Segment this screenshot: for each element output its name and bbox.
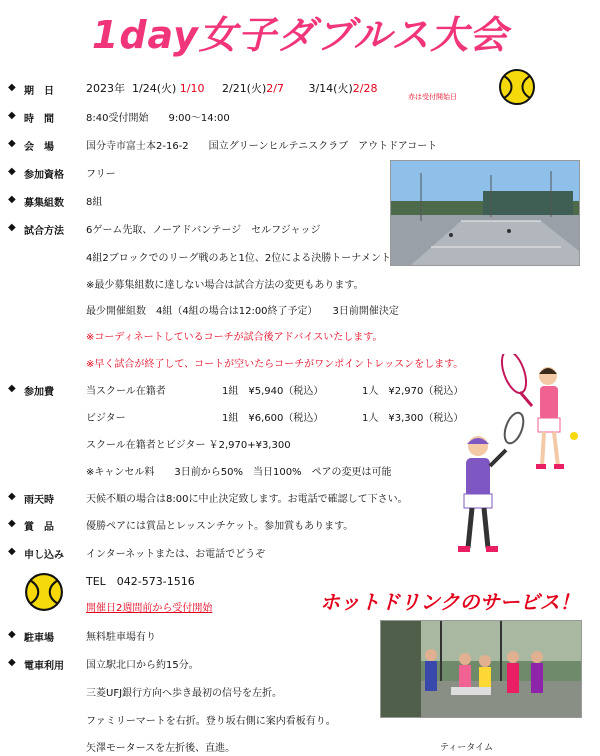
tea-time-photo bbox=[380, 620, 582, 718]
dates-label: 期 日 bbox=[24, 86, 54, 97]
bullet-icon: ◆ bbox=[8, 491, 16, 502]
bullet-icon: ◆ bbox=[8, 629, 16, 640]
format-red-line: ※コーディネートしているコーチが試合後アドバイスいたします。 bbox=[86, 332, 383, 343]
format-line: 最少開催組数 4組（4組の場合は12:00終了予定） 3日前開催決定 bbox=[86, 306, 399, 317]
format-line: ※最少募集組数に達しない場合は試合方法の変更もあります。 bbox=[86, 280, 364, 291]
parking-label: 駐車場 bbox=[24, 633, 54, 644]
fee-visitor-group: 1組 ¥6,600（税込） bbox=[222, 413, 324, 424]
date-3-open: 2/28 bbox=[352, 82, 378, 95]
bullet-icon: ◆ bbox=[8, 546, 16, 557]
bullet-icon: ◆ bbox=[8, 383, 16, 394]
date-1: 1/24(火) bbox=[132, 82, 177, 95]
apply-tel: TEL 042-573-1516 bbox=[86, 575, 195, 588]
fee-visitor-label: ビジター bbox=[86, 413, 126, 424]
fee-label: 参加費 bbox=[24, 387, 54, 398]
train-line: 国立駅北口から約15分。 bbox=[86, 660, 199, 671]
format-label: 試合方法 bbox=[24, 226, 64, 237]
apply-label: 申し込み bbox=[24, 550, 64, 561]
bullet-icon: ◆ bbox=[8, 518, 16, 529]
parking-value: 無料駐車場有り bbox=[86, 632, 156, 643]
prize-label: 賞 品 bbox=[24, 522, 54, 533]
eligibility-label: 参加資格 bbox=[24, 170, 64, 181]
prize-value: 優勝ペアには賞品とレッスンチケット。参加賞もあります。 bbox=[86, 521, 354, 532]
dates-value bbox=[86, 80, 377, 96]
venue-value: 国分寺市富士本2-16-2 国立グリーンヒルテニスクラブ アウトドアコート bbox=[86, 141, 438, 152]
tennis-ball-icon bbox=[24, 572, 64, 612]
photo-caption: ティータイム bbox=[440, 743, 494, 753]
date-3: 3/14(火) bbox=[308, 82, 353, 95]
bullet-icon: ◆ bbox=[8, 166, 16, 177]
hot-drink-banner: ホットドリンクのサービス！ bbox=[320, 590, 580, 614]
bullet-icon: ◆ bbox=[8, 222, 16, 233]
format-red-line: ※早く試合が終了して、コートが空いたらコーチがワンポイントレッスンをします。 bbox=[86, 359, 464, 370]
dates-year: 2023年 bbox=[86, 82, 125, 95]
groups-label: 募集組数 bbox=[24, 198, 64, 209]
date-2: 2/21(火) bbox=[221, 82, 267, 95]
train-line: 三菱UFJ銀行方向へ歩き最初の信号を左折。 bbox=[86, 688, 283, 699]
train-line: 矢澤モータースを左折後、直進。 bbox=[86, 743, 236, 754]
time-value: 8:40受付開始 9:00～14:00 bbox=[86, 113, 230, 124]
date-2-open: 2/7 bbox=[266, 82, 284, 95]
rain-value: 天候不順の場合は8:00に中止決定致します。お電話で確認して下さい。 bbox=[86, 494, 408, 505]
eligibility-value: フリー bbox=[86, 169, 116, 180]
fee-cancel: ※キャンセル料 3日前から50% 当日100% ペアの変更は可能 bbox=[86, 467, 392, 478]
venue-label: 会 場 bbox=[24, 142, 54, 153]
bullet-icon: ◆ bbox=[8, 82, 16, 93]
bullet-icon: ◆ bbox=[8, 110, 16, 121]
date-1-open: 1/10 bbox=[179, 82, 205, 95]
fee-member-group: 1組 ¥5,940（税込） bbox=[222, 386, 324, 397]
apply-value: インターネットまたは、お電話でどうぞ bbox=[86, 549, 266, 560]
train-label: 電車利用 bbox=[24, 661, 64, 672]
page-title: 1day女子ダブルス大会 bbox=[91, 13, 509, 57]
bullet-icon: ◆ bbox=[8, 138, 16, 149]
bullet-icon: ◆ bbox=[8, 194, 16, 205]
tennis-players-illustration bbox=[444, 354, 594, 554]
apply-note: 開催日2週間前から受付開始 bbox=[86, 603, 213, 614]
court-photo bbox=[390, 160, 580, 266]
fee-mixed: スクール在籍者とビジター ￥2,970+¥3,300 bbox=[86, 440, 291, 451]
time-label: 時 間 bbox=[24, 114, 54, 125]
fee-member-single: 1人 ¥2,970（税込） bbox=[362, 386, 464, 397]
tennis-ball-icon bbox=[498, 68, 536, 106]
format-line: 6ゲーム先取、ノーアドバンテージ セルフジャッジ bbox=[86, 225, 321, 236]
dates-note: 赤は受付開始日 bbox=[408, 93, 457, 101]
bullet-icon: ◆ bbox=[8, 657, 16, 668]
train-line: ファミリーマートを右折。登り坂右側に案内看板有り。 bbox=[86, 716, 336, 727]
rain-label: 雨天時 bbox=[24, 495, 54, 506]
groups-value: 8組 bbox=[86, 197, 103, 208]
fee-member-label: 当スクール在籍者 bbox=[86, 386, 166, 397]
fee-visitor-single: 1人 ¥3,300（税込） bbox=[362, 413, 464, 424]
format-line: 4組2ブロックでのリーグ戦のあと1位、2位による決勝トーナメント bbox=[86, 253, 391, 264]
